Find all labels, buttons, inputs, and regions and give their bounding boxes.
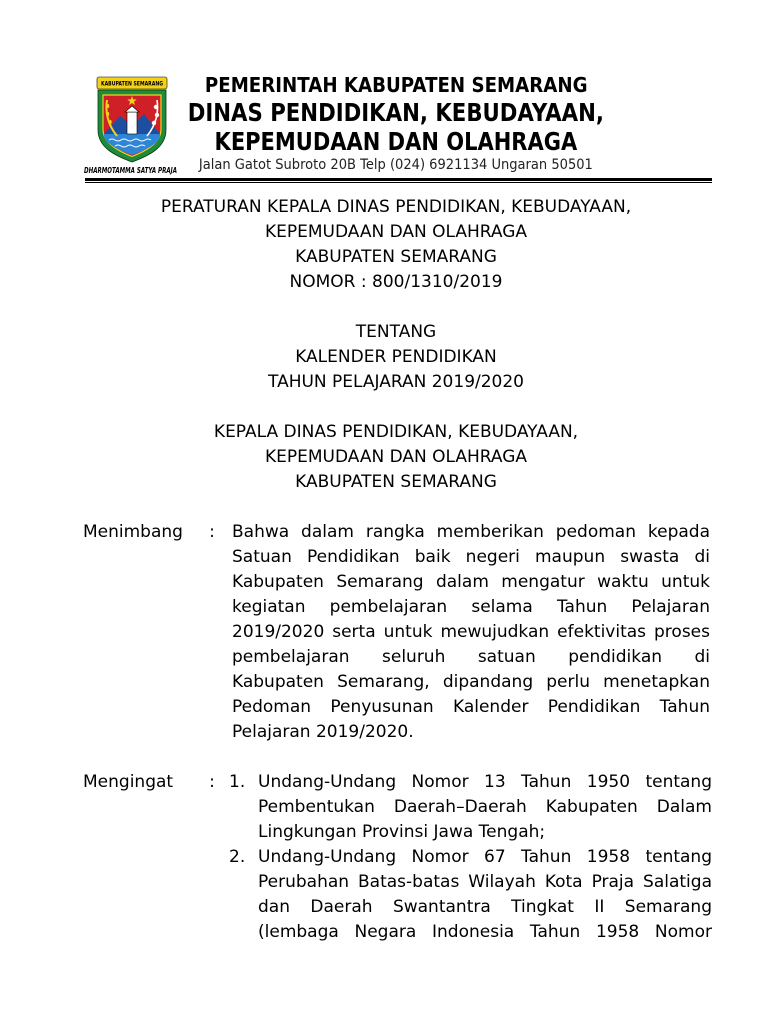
agency-name-text: KEPEMUDAAN DAN OLAHRAGA	[214, 127, 578, 156]
legal-basis-number: 1.	[229, 772, 246, 792]
considering-line: Kabupaten Semarang, dipandang perlu menetapkan	[232, 672, 710, 692]
considering-line: Bahwa dalam rangka memberikan pedoman kepada	[232, 522, 710, 542]
agency-name-text: DINAS PENDIDIKAN, KEBUDAYAAN,	[187, 98, 605, 127]
letterhead-divider	[85, 178, 712, 183]
regulation-title-line: PERATURAN KEPALA DINAS PENDIDIKAN, KEBUDAYAAN,	[160, 197, 632, 217]
logo-motto-text: DHARMOTAMMA SATYA PRAJA	[84, 166, 178, 175]
regulation-heading	[80, 195, 712, 495]
regulation-title-line: KEPEMUDAAN DAN OLAHRAGA	[264, 222, 528, 242]
agency-name-line-1	[80, 98, 712, 128]
considering-label: Menimbang	[83, 522, 183, 542]
authority-line: KEPALA DINAS PENDIDIKAN, KEBUDAYAAN,	[213, 422, 579, 442]
legal-basis-text	[258, 770, 712, 845]
legal-basis-line: (lembaga Negara Indonesia Tahun 1958 Nomor	[258, 922, 712, 942]
considering-separator: :	[209, 522, 215, 542]
subject-line: KALENDER PENDIDIKAN	[295, 347, 497, 367]
authority-line: KABUPATEN SEMARANG	[295, 472, 497, 492]
agency-address	[80, 155, 712, 175]
considering-line: Pelajaran 2019/2020.	[232, 722, 414, 742]
considering-line: Pedoman Penyusunan Kalender Pendidikan Tahun	[232, 697, 710, 717]
legal-basis-label: Mengingat	[83, 772, 174, 792]
legal-basis-number: 2.	[229, 847, 246, 867]
legal-basis-line: Perubahan Batas-batas Wilayah Kota Praja Salatiga	[258, 872, 712, 892]
government-name-text: PEMERINTAH KABUPATEN SEMARANG	[204, 73, 588, 97]
legal-basis-line: Undang-Undang Nomor 13 Tahun 1950 tentang	[258, 772, 712, 792]
regulation-title-line: KABUPATEN SEMARANG	[295, 247, 497, 267]
considering-text	[232, 520, 710, 745]
considering-line: 2019/2020 serta untuk mewujudkan efektivitas proses	[232, 622, 710, 642]
legal-basis-separator: :	[209, 772, 215, 792]
legal-basis-line: dan Daerah Swantantra Tingkat II Semarang	[258, 897, 712, 917]
legal-basis-text	[258, 845, 712, 945]
agency-address-text: Jalan Gatot Subroto 20B Telp (024) 6921134 Ungaran 50501	[199, 157, 593, 173]
considering-line: kegiatan pembelajaran selama Tahun Pelajaran	[232, 597, 710, 617]
agency-name-line-2	[80, 127, 712, 157]
government-name	[80, 72, 712, 98]
legal-basis-line: Lingkungan Provinsi Jawa Tengah;	[258, 822, 546, 842]
authority-line: KEPEMUDAAN DAN OLAHRAGA	[264, 447, 528, 467]
logo-banner-text: KABUPATEN SEMARANG	[101, 80, 163, 88]
subject-line: TAHUN PELAJARAN 2019/2020	[268, 372, 524, 392]
considering-line: pembelajaran seluruh satuan pendidikan di	[232, 647, 710, 667]
regulation-number: NOMOR : 800/1310/2019	[289, 272, 503, 292]
about-label: TENTANG	[355, 322, 437, 342]
considering-line: Satuan Pendidikan baik negeri maupun swasta di	[232, 547, 710, 567]
considering-line: Kabupaten Semarang dalam mengatur waktu untuk	[232, 572, 710, 592]
legal-basis-line: Undang-Undang Nomor 67 Tahun 1958 tentang	[258, 847, 712, 867]
legal-basis-line: Pembentukan Daerah–Daerah Kabupaten Dalam	[258, 797, 712, 817]
